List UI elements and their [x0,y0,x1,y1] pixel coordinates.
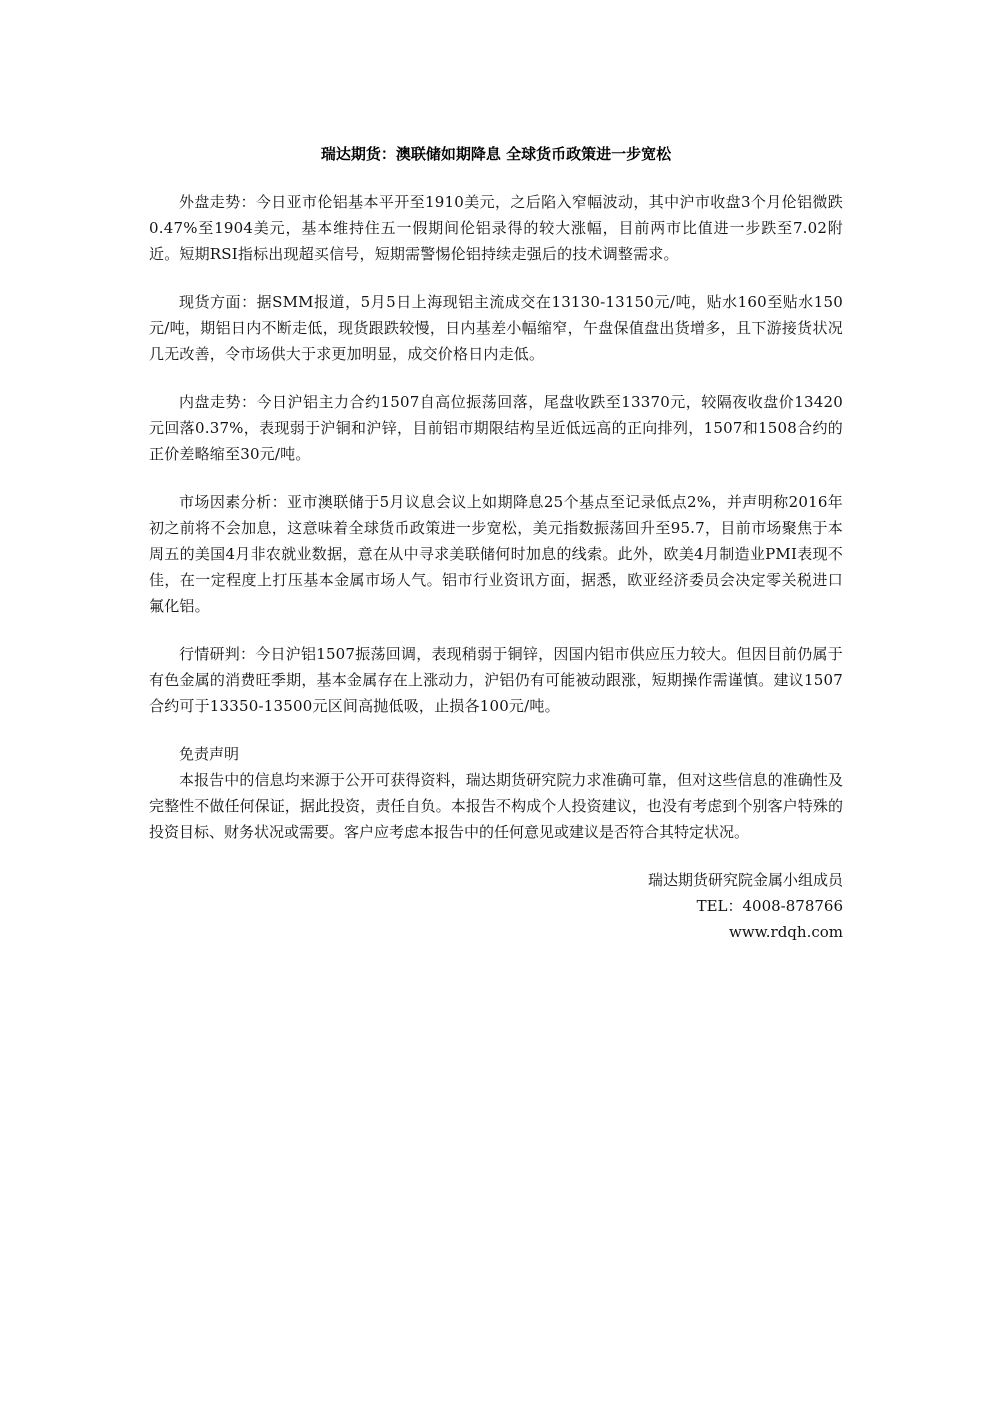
disclaimer-heading: 免责声明 [179,745,240,763]
paragraph-market-outlook: 行情研判：今日沪铝1507振荡回调，表现稍弱于铜锌，因国内铝市供应压力较大。但因目前仍属于有色金属的消费旺季期，基本金属存在上涨动力，沪铝仍有可能被动跟涨，短期操作需谨慎。建议1507合约可于13350-13500元区间高抛低吸，止损各100元/吨。 [149,645,843,715]
signature-web: www.rdqh.com [729,923,843,941]
paragraph-market-factors: 市场因素分析：亚市澳联储于5月议息会议上如期降息25个基点至记录低点2%，并声明称2016年初之前将不会加息，这意味着全球货币政策进一步宽松，美元指数振荡回升至95.7，目前市场聚焦于本周五的美国4月非农就业数据，意在从中寻求美联储何时加息的线索。此外，欧美4月制造业PMI表现不佳，在一定程度上打压基本金属市场人气。铝市行业资讯方面，据悉，欧亚经济委员会决定零关税进口氟化铝。 [149,493,843,615]
signature-tel: TEL：4008-878766 [696,897,843,915]
disclaimer-body: 本报告中的信息均来源于公开可获得资料，瑞达期货研究院力求准确可靠，但对这些信息的准确性及完整性不做任何保证，据此投资，责任自负。本报告不构成个人投资建议，也没有考虑到个别客户特殊的投资目标、财务状况或需要。客户应考虑本报告中的任何意见或建议是否符合其特定状况。 [149,771,843,841]
paragraph-domestic-market: 内盘走势：今日沪铝主力合约1507自高位振荡回落，尾盘收跌至13370元，较隔夜收盘价13420元回落0.37%，表现弱于沪铜和沪锌，目前铝市期限结构呈近低远高的正向排列，1507和1508合约的正价差略缩至30元/吨。 [149,393,843,463]
document-title: 瑞达期货：澳联储如期降息 全球货币政策进一步宽松 [320,145,672,163]
signature-block [149,867,843,945]
document-page [149,143,843,945]
signature-org: 瑞达期货研究院金属小组成员 [647,871,843,889]
paragraph-spot-market: 现货方面：据SMM报道，5月5日上海现铝主流成交在13130-13150元/吨，贴水160至贴水150元/吨，期铝日内不断走低，现货跟跌较慢，日内基差小幅缩窄，午盘保值盘出货增多，且下游接货状况几无改善，令市场供大于求更加明显，成交价格日内走低。 [149,293,843,363]
paragraph-overseas-market: 外盘走势：今日亚市伦铝基本平开至1910美元，之后陷入窄幅波动，其中沪市收盘3个月伦铝微跌0.47%至1904美元，基本维持住五一假期间伦铝录得的较大涨幅，目前两市比值进一步跌至7.02附近。短期RSI指标出现超买信号，短期需警惕伦铝持续走强后的技术调整需求。 [149,193,843,263]
